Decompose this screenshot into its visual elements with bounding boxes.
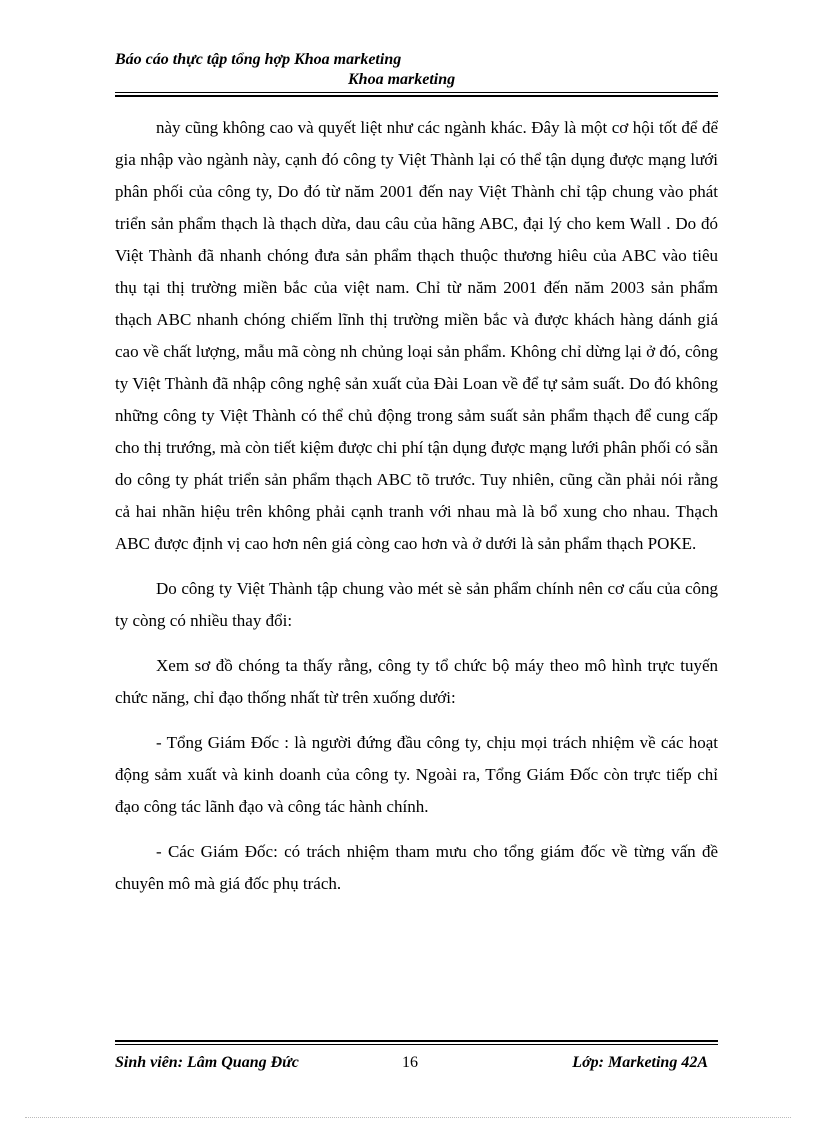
header-rule-thick bbox=[115, 95, 718, 97]
header-subtitle: Khoa marketing bbox=[348, 71, 456, 88]
header-title: Báo cáo thực tập tổng hợp Khoa marketing bbox=[115, 51, 402, 68]
footer-rule-thick bbox=[115, 1040, 718, 1042]
paragraph-5: - Các Giám Đốc: có trách nhiệm tham mưu cho tổng giám đốc về từng vấn đề chuyên mô mà giá đốc phụ trách. bbox=[115, 842, 718, 893]
footer-student: Sinh viên: Lâm Quang Đức bbox=[115, 1054, 299, 1071]
page-header bbox=[115, 50, 718, 90]
document-body bbox=[115, 112, 718, 900]
paragraph-2: Do công ty Việt Thành tập chung vào mét sè sản phẩm chính nên cơ cấu của công ty còng có nhiều thay đổi: bbox=[115, 579, 718, 630]
paragraph-4: - Tổng Giám Đốc : là người đứng đầu công ty, chịu mọi trách nhiệm về các hoạt động sảm xuất và kinh doanh của công ty. Ngoài ra, Tổng Giám Đốc còn trực tiếp chỉ đạo công tác lãnh đạo và công tác hành chính. bbox=[115, 733, 718, 816]
paragraph-3: Xem sơ đồ chóng ta thấy rằng, công ty tổ chức bộ máy theo mô hình trực tuyến chức năng, chỉ đạo thống nhất từ trên xuống dưới: bbox=[115, 656, 718, 707]
page-footer bbox=[115, 1054, 718, 1078]
paragraph-1: này cũng không cao và quyết liệt như các ngành khác. Đây là một cơ hội tốt để để gia nhập vào ngành này, cạnh đó công ty Việt Thành lại có thể tận dụng được mạng lưới phân phối của công ty, Do đó từ năm 2001 đến nay Việt Thành chỉ tập chung vào phát triển sản phẩm thạch là thạch dừa, dau câu của hãng ABC, đại lý cho kem Wall . Do đó Việt Thành đã nhanh chóng đưa sản phẩm thạch thuộc thương hiêu của ABC vào tiêu thụ tại thị trường miền bắc của việt nam. Chỉ từ năm 2001 đến năm 2003 sản phẩm thạch ABC nhanh chóng chiếm lĩnh thị trường miền bắc và được khách hàng dánh giá cao về chất lượng, mẫu mã còng nh chủng loại sản phẩm. Không chỉ dừng lại ở đó, công ty Việt Thành đã nhập công nghệ sản xuất của Đài Loan về để tự sảm suất. Do đó không những công ty Việt Thành có thể chủ động trong sảm suất sản phẩm thạch để cung cấp cho thị trướng, mà còn tiết kiệm được chi phí tận dụng được mạng lưới phân phối có sẵn do công ty phát triển sản phẩm thạch ABC tõ trước. Tuy nhiên, cũng cần phải nói rằng cả hai nhãn hiệu trên không phải cạnh tranh với nhau mà là bổ xung cho nhau. Thạch ABC được định vị cao hơn nên giá còng cao hơn và ở dưới là sản phẩm thạch POKE. bbox=[115, 118, 719, 553]
page-bottom-dotted-line bbox=[25, 1117, 791, 1118]
footer-rule-thin bbox=[115, 1044, 718, 1045]
page-number: 16 bbox=[402, 1054, 418, 1071]
footer-class: Lớp: Marketing 42A bbox=[572, 1054, 708, 1071]
header-rule-thin bbox=[115, 92, 718, 93]
